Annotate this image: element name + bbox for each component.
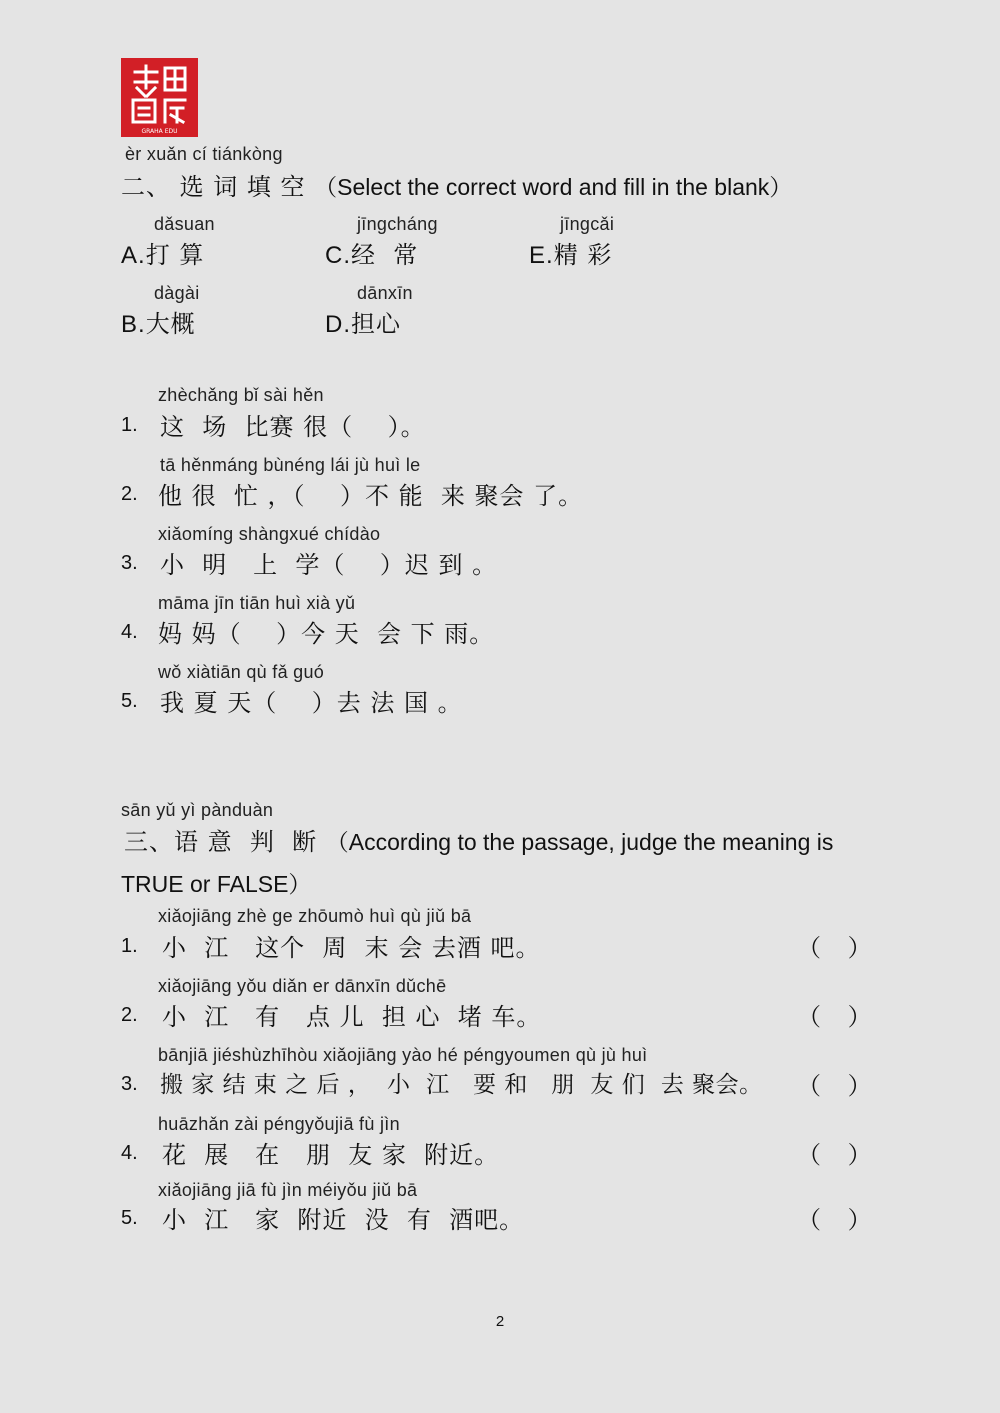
section2-title-pinyin: èr xuǎn cí tiánkòng [125,144,283,164]
s2-q1-pinyin: zhèchǎng bǐ sài hěn [158,385,324,405]
s3-q2-number: 2. [121,1004,138,1026]
s3-q3-answer-blank[interactable]: （ ） [797,1073,872,1100]
option-b-letter: B. [121,311,146,338]
s3-q1-text: 小 江 这个 周 末 会 去酒 吧。 [162,934,541,962]
option-d-letter: D. [325,311,351,338]
s3-q2-text: 小 江 有 点 儿 担 心 堵 车。 [162,1003,542,1031]
option-e-letter: E. [529,242,554,269]
option-e-word: 精 彩 [553,241,613,269]
s3-q1-pinyin: xiǎojiāng zhè ge zhōumò huì qù jiǔ bā [158,906,472,926]
s2-q2-text: 他 很 忙 ，（ ）不 能 来 聚会 了。 [158,482,584,510]
section3-title-cn: 三、语 意 判 断 [124,828,318,856]
s2-q4-pinyin: māma jīn tiān huì xià yǔ [158,593,356,613]
s3-q2-pinyin: xiǎojiāng yǒu diǎn er dānxīn dǔchē [158,976,447,996]
s2-q4-text: 妈 妈（ ）今 天 会 下 雨。 [158,620,495,648]
s3-q5-text: 小 江 家 附近 没 有 酒吧。 [162,1206,525,1234]
s3-q4-pinyin: huāzhǎn zài péngyǒujiā fù jìn [158,1114,400,1134]
s3-q3-text: 搬 家 结 束 之 后 ， 小 江 要 和 朋 友 们 去 聚会。 [160,1072,763,1098]
option-a [121,235,204,270]
section3-title [124,822,833,857]
page-number: 2 [495,1313,505,1330]
s2-q5-number: 5. [121,690,138,712]
s2-q1-number: 1. [121,414,138,436]
option-d-pinyin: dānxīn [357,283,413,303]
s2-q5-pinyin: wǒ xiàtiān qù fǎ guó [158,662,325,682]
section3-title-line2 [121,866,311,899]
s3-q5-answer-blank[interactable]: （ ） [797,1207,872,1234]
s2-q4-number: 4. [121,621,138,643]
s3-q3-pinyin: bānjiā jiéshùzhīhòu xiǎojiāng yào hé péngyoumen qù jù huì [158,1045,648,1065]
s2-q2-pinyin: tā hěnmáng bùnéng lái jù huì le [160,455,421,475]
s2-q3-number: 3. [121,552,138,574]
s3-q3-number: 3. [121,1073,138,1095]
option-c-pinyin: jīngcháng [357,214,438,234]
s3-q1-answer-blank[interactable]: （ ） [797,935,872,962]
section3-title-en-line1: （According to the passage, judge the meaning is [325,829,834,855]
s3-q4-answer-blank[interactable]: （ ） [797,1142,872,1169]
s3-q2-answer-blank[interactable]: （ ） [797,1004,872,1031]
graha-edu-logo [121,58,198,137]
option-c [325,235,418,270]
s2-q1-text: 这 场 比赛 很（ ）。 [160,413,426,441]
option-c-letter: C. [325,242,351,269]
option-b-pinyin: dàgài [154,283,200,303]
section3-title-pinyin: sān yǔ yì pànduàn [121,800,274,820]
option-a-letter: A. [121,242,146,269]
option-d-word: 担心 [351,310,401,338]
option-b-word: 大概 [145,310,196,338]
s3-q4-text: 花 展 在 朋 友 家 附近。 [162,1141,500,1169]
option-d [325,304,401,339]
section2-title [121,167,792,202]
option-e-pinyin: jīngcǎi [560,214,615,234]
s3-q5-number: 5. [121,1207,138,1229]
s3-q5-pinyin: xiǎojiāng jiā fù jìn méiyǒu jiǔ bā [158,1180,418,1200]
logo-text: GRAHA EDU [141,128,178,135]
option-c-word: 经 常 [351,241,419,269]
s2-q5-text: 我 夏 天（ ）去 法 国 。 [160,689,463,717]
s2-q3-pinyin: xiǎomíng shàngxué chídào [158,524,381,544]
s2-q2-number: 2. [121,483,138,505]
section2-title-en: （Select the correct word and fill in the blank） [314,174,793,200]
s2-q3-text: 小 明 上 学（ ）迟 到 。 [160,551,498,579]
s3-q1-number: 1. [121,935,138,957]
section3-title-en-line2: TRUE or FALSE） [121,871,312,897]
option-b [121,304,196,339]
section2-title-cn: 二、 选 词 填 空 [121,173,306,201]
option-e [529,235,612,270]
s3-q4-number: 4. [121,1142,138,1164]
option-a-pinyin: dǎsuan [154,214,215,234]
option-a-word: 打 算 [145,241,205,269]
